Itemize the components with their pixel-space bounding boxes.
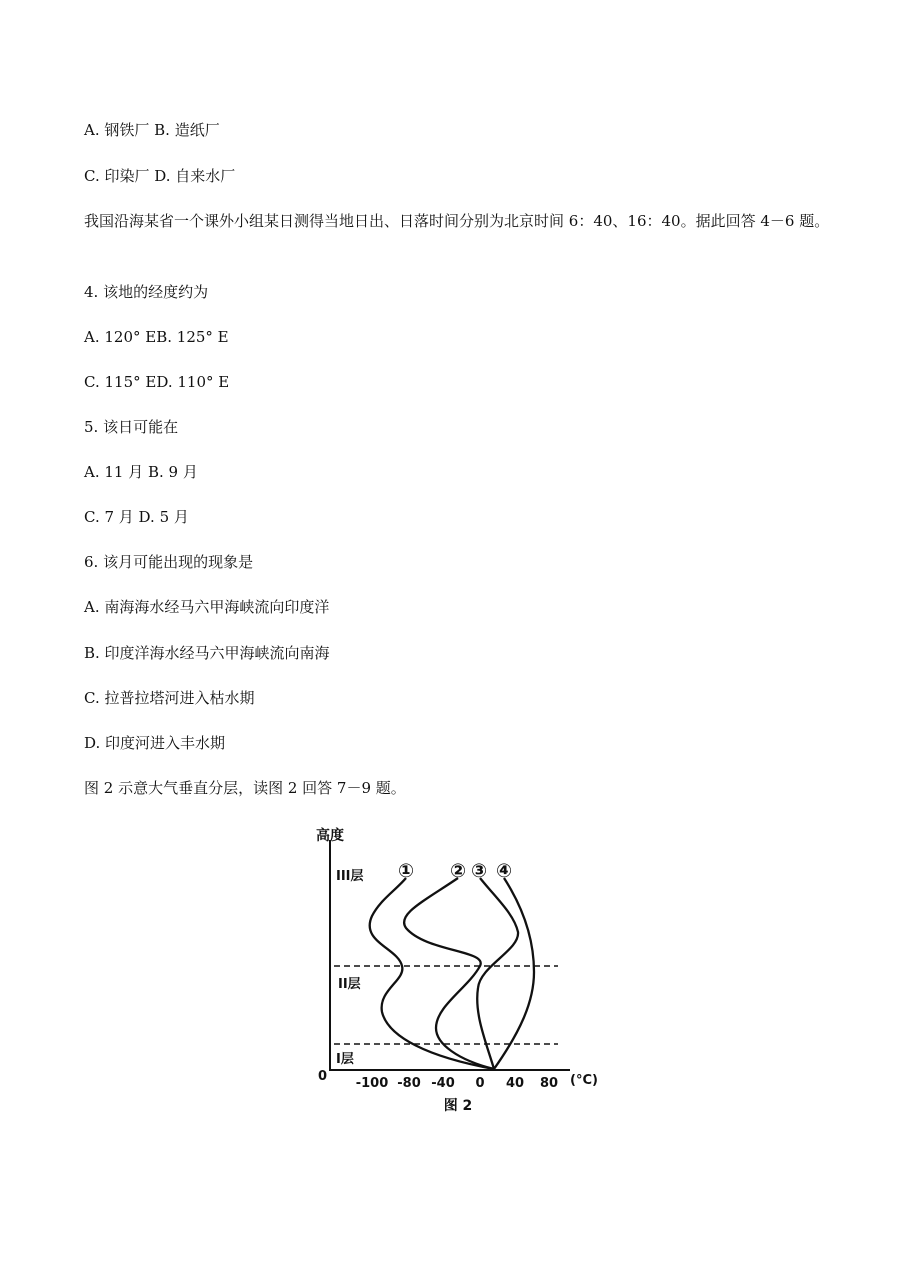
atmosphere-layers-figure bbox=[308, 822, 608, 1122]
option-line-a-b-q5: A. 11 月 B. 9 月 bbox=[84, 463, 198, 481]
x-tick-label: 40 bbox=[505, 1076, 525, 1091]
figure-caption: 图 2 bbox=[443, 1098, 473, 1114]
passage-sunrise-sunset: 我国沿海某省一个课外小组某日测得当地日出、日落时间分别为北京时间 6：40、16：40。据此回答 4－6 题。 bbox=[84, 212, 830, 230]
x-tick-label: -40 bbox=[431, 1076, 455, 1091]
option-line-c-d-q5: C. 7 月 D. 5 月 bbox=[84, 508, 189, 526]
curve-label-2: ② bbox=[450, 860, 467, 882]
option-line-a-b-q4: A. 120° EB. 125° E bbox=[84, 328, 229, 346]
option-a-q6: A. 南海海水经马六甲海峡流向印度洋 bbox=[84, 598, 330, 616]
x-axis-unit: (°C) bbox=[570, 1073, 598, 1088]
x-tick-label: 0 bbox=[475, 1076, 485, 1091]
curve-label-4: ④ bbox=[496, 860, 513, 882]
origin-label: 0 bbox=[318, 1069, 328, 1084]
figure-intro: 图 2 示意大气垂直分层，读图 2 回答 7－9 题。 bbox=[84, 779, 406, 797]
x-tick-label: -100 bbox=[355, 1076, 389, 1091]
option-line-c-d-q3: C. 印染厂 D. 自来水厂 bbox=[84, 167, 236, 185]
curve-label-3: ③ bbox=[471, 860, 488, 882]
question-6: 6. 该月可能出现的现象是 bbox=[84, 553, 254, 571]
question-4: 4. 该地的经度约为 bbox=[84, 283, 209, 301]
option-line-a-b-q3: A. 钢铁厂 B. 造纸厂 bbox=[84, 121, 220, 139]
layer-label-i: I层 bbox=[336, 1052, 354, 1067]
layer-label-iii: III层 bbox=[336, 869, 364, 884]
curve-4 bbox=[494, 878, 534, 1069]
layer-label-ii: II层 bbox=[338, 977, 361, 992]
option-d-q6: D. 印度河进入丰水期 bbox=[84, 734, 226, 752]
option-c-q6: C. 拉普拉塔河进入枯水期 bbox=[84, 689, 255, 707]
option-line-c-d-q4: C. 115° ED. 110° E bbox=[84, 373, 230, 391]
x-tick-label: -80 bbox=[397, 1076, 421, 1091]
question-5: 5. 该日可能在 bbox=[84, 418, 179, 436]
curve-2 bbox=[404, 878, 494, 1069]
curve-label-1: ① bbox=[398, 860, 415, 882]
option-b-q6: B. 印度洋海水经马六甲海峡流向南海 bbox=[84, 644, 330, 662]
x-tick-label: 80 bbox=[539, 1076, 559, 1091]
y-axis-label: 高度 bbox=[316, 828, 344, 844]
